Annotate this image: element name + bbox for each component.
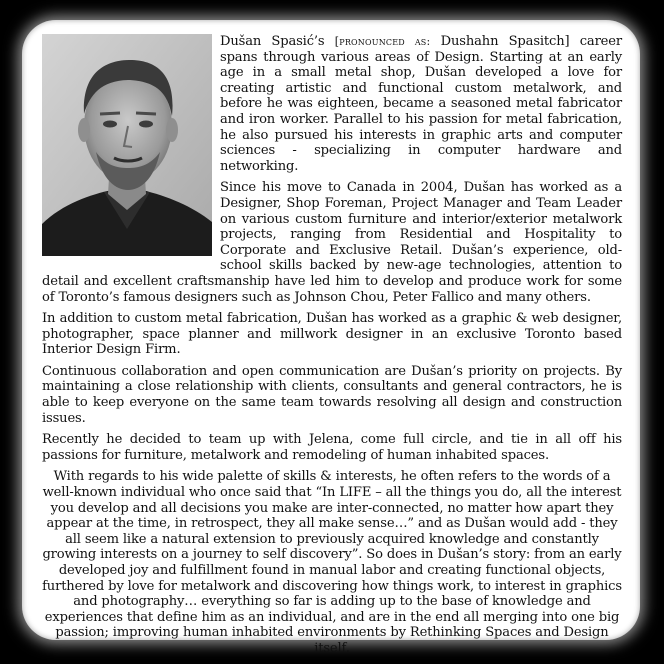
bio-paragraph-6: With regards to his wide palette of skills & interests, he often refers to the words of a well-known individual who once said that “In LIFE – all the things you do, all the interest you develop and all decisions you make are inter-connected, no matter how apart they appear at the time, in retrospect, they all make sense…” and as Dušan would add - they all seem like a natural extension to previously acquired knowledge and constantly growing interests on a journey to self discovery”. So does in Dušan’s story: from an early developed joy and fulfillment found in manual labor and creating functional objects, furthered by love for metalwork and discovering how things work, to interest in graphics and photography… everything so far is adding up to the base of knowledge and experiences that define him as an individual, and are in the end all merging into one big passion; improving human inhabited environments by Rethinking Spaces and Design itself. bbox=[42, 469, 622, 656]
portrait-photo bbox=[42, 34, 212, 256]
bio-pronounced-label: [pronounced as: bbox=[334, 35, 431, 48]
bio-paragraph-2: Since his move to Canada in 2004, Dušan has worked as a Designer, Shop Foreman, Project Manager and Team Leader on various custom furniture and interior/exterior metalwork projects, ranging from Residential and Hospitality to Corporate and Exclusive Retail. Dušan’s experience, old-school skills backed by new-age technologies, attention to detail and excellent craftsmanship have led him to develop and produce work for some of Toronto’s famous designers such as Johnson Chou, Peter Fallico and many others. bbox=[42, 180, 622, 305]
bio-paragraph-5: Recently he decided to team up with Jelena, come full circle, and tie in all off his passions for furniture, metalwork and remodeling of human inhabited spaces. bbox=[42, 432, 622, 463]
bio-paragraph-4: Continuous collaboration and open communication are Dušan’s priority on projects. By maintaining a close relationship with clients, consultants and general contractors, he is able to keep everyone on the same team towards resolving all design and construction issues. bbox=[42, 363, 622, 426]
bio-name: Dušan Spasić’s bbox=[220, 34, 325, 49]
bio-card bbox=[22, 20, 640, 656]
bio-paragraph-3: In addition to custom metal fabrication, Dušan has worked as a graphic & web designer, photographer, space planner and millwork designer in an exclusive Toronto based Interior Design Firm. bbox=[42, 311, 622, 358]
portrait-image bbox=[42, 34, 212, 256]
bio-paragraph-1-text: Dushahn Spasitch] career spans through various areas of Design. Starting at an early age in a small metal shop, Dušan developed a love for creating artistic and functional custom metalwork, and before he was eighteen, became a seasoned metal fabricator and iron worker. Parallel to his passion for metal fabrication, he also pursued his interests in graphic arts and computer sciences - specializing in computer hardware and networking. bbox=[220, 34, 622, 174]
bio-text bbox=[42, 34, 622, 663]
